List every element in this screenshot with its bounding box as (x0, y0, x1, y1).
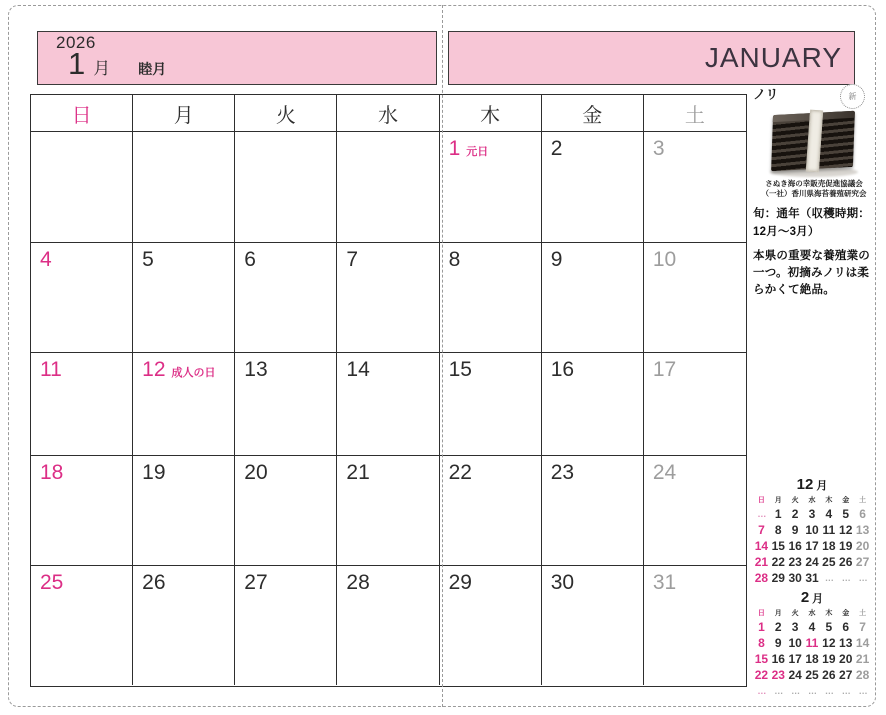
mini-day-cell: 26 (822, 668, 836, 682)
mini-day-cell: 24 (805, 555, 819, 569)
day-cell-27 (235, 566, 337, 685)
mini-day-cell: … (791, 686, 800, 696)
mini-day-cell: 10 (788, 636, 802, 650)
day-number: 20 (244, 461, 268, 484)
day-number: 18 (40, 461, 64, 484)
mini-day-cell: … (774, 686, 783, 696)
mini-weekday-header: 金 (842, 497, 850, 504)
day-cell-29 (440, 566, 542, 685)
day-number: 3 (652, 137, 665, 160)
mini-weekday-header: 木 (825, 497, 833, 504)
mini-day-cell: 11 (805, 636, 819, 650)
mini-day-cell: 8 (758, 636, 765, 650)
day-cell-empty (133, 132, 235, 243)
day-cell-22 (440, 456, 542, 566)
mini-day-cell: 23 (788, 555, 802, 569)
day-number: 23 (550, 461, 575, 484)
mini-weekday-header: 金 (842, 610, 850, 617)
mini-day-cell: 2 (791, 507, 799, 521)
mini-day-cell: … (858, 686, 867, 696)
day-cell-21 (337, 456, 439, 566)
mini-day-cell: 31 (805, 571, 819, 585)
mini-day-cell: … (824, 573, 833, 583)
weekday-header-wd: 木 (440, 95, 542, 132)
product-name: ノリ (753, 87, 779, 102)
mini-day-cell: 22 (754, 668, 769, 682)
day-number: 4 (40, 248, 52, 271)
mini-day-cell: 13 (855, 523, 870, 537)
mini-day-cell: 6 (842, 620, 850, 634)
day-cell-11 (31, 353, 133, 456)
day-number: 27 (244, 571, 268, 594)
day-cell-8 (440, 243, 542, 353)
nori-photo (762, 109, 866, 177)
sidebar-header (753, 84, 875, 109)
day-cell-7 (337, 243, 439, 353)
mini-day-cell: 25 (822, 555, 836, 569)
mini-day-cell: 22 (771, 555, 785, 569)
day-cell-24 (644, 456, 746, 566)
weekday-header-wd: 火 (235, 95, 337, 132)
mini-day-cell: 7 (758, 523, 765, 537)
day-cell-2 (542, 132, 644, 243)
mini-day-cell: 27 (839, 668, 853, 682)
day-cell-6 (235, 243, 337, 353)
day-number: 16 (550, 358, 575, 381)
day-number: 14 (346, 358, 370, 381)
mini-day-cell: 20 (855, 539, 870, 553)
mini-weekday-header: 日 (757, 610, 765, 617)
day-cell-4 (31, 243, 133, 353)
day-cell-16 (542, 353, 644, 456)
month-english-name: JANUARY (704, 42, 842, 73)
mini-day-cell: 8 (774, 523, 782, 537)
mini-weekday-header: 土 (859, 610, 867, 617)
stamp-badge-icon (840, 84, 865, 109)
mini-day-cell: 21 (754, 555, 769, 569)
mini-day-cell: … (757, 686, 766, 696)
day-cell-12 (133, 353, 235, 456)
mini-day-cell: … (824, 686, 833, 696)
mini-day-cell: 14 (754, 539, 769, 553)
month-header-left (37, 31, 437, 85)
mini-day-cell: 1 (758, 620, 765, 634)
day-cell-3 (644, 132, 746, 243)
mini-day-cell: 24 (788, 668, 802, 682)
day-cell-20 (235, 456, 337, 566)
day-number: 7 (346, 248, 359, 271)
mini-day-cell: 5 (842, 507, 850, 521)
mini-day-cell: … (757, 509, 766, 519)
mini-day-cell: 1 (774, 507, 782, 521)
mini-day-cell: 13 (839, 636, 853, 650)
day-cell-empty (337, 132, 439, 243)
holiday-label: 成人の日 (171, 367, 216, 379)
mini-day-cell: 28 (754, 571, 769, 585)
mini-day-cell: 18 (822, 539, 836, 553)
month-unit: 月 (93, 59, 111, 78)
mini-day-cell: 23 (771, 668, 785, 682)
day-number: 15 (448, 358, 472, 381)
day-number: 29 (448, 571, 472, 594)
mini-day-cell: 17 (805, 539, 819, 553)
photo-caption-line2: （一社）香川県海苔養殖研究会 (761, 189, 867, 199)
mini-day-cell: 12 (839, 523, 853, 537)
day-cell-25 (31, 566, 133, 685)
month-header-right (448, 31, 855, 85)
stamp-badge-glyph: 新 (848, 92, 857, 101)
day-number: 1 (448, 137, 461, 160)
day-cell-10 (644, 243, 746, 353)
center-fold-line (442, 5, 443, 707)
day-cell-empty (235, 132, 337, 243)
season-text: 旬：通年（収穫時期：12月～3月） (753, 208, 870, 238)
mini-day-cell: 29 (771, 571, 785, 585)
day-cell-17 (644, 353, 746, 456)
day-cell-31 (644, 566, 746, 685)
mini-day-cell: … (841, 573, 850, 583)
day-number: 28 (346, 571, 370, 594)
day-cell-15 (440, 353, 542, 456)
mini-weekday-header: 火 (791, 610, 799, 617)
mini-day-cell: 16 (788, 539, 802, 553)
mini-day-cell: 26 (839, 555, 853, 569)
photo-caption (753, 179, 875, 199)
photo-caption-line1: さぬき海の幸販売促進協議会 (765, 179, 863, 188)
mini-day-cell: … (858, 573, 867, 583)
mini-weekday-header: 土 (859, 497, 867, 504)
day-cell-28 (337, 566, 439, 685)
day-number: 12 (142, 358, 166, 381)
mini-calendar-title: 12 月 (796, 476, 828, 493)
mini-day-cell: 28 (855, 668, 870, 682)
day-number: 25 (40, 571, 64, 594)
mini-day-cell: 19 (822, 652, 836, 666)
day-number: 31 (652, 571, 677, 594)
day-cell-9 (542, 243, 644, 353)
weekday-header-sat: 土 (644, 95, 746, 132)
day-cell-19 (133, 456, 235, 566)
mini-day-cell: 3 (791, 620, 799, 634)
mini-day-cell: 12 (822, 636, 836, 650)
mini-day-cell: … (807, 686, 816, 696)
day-number: 26 (142, 571, 166, 594)
mini-day-cell: 17 (788, 652, 802, 666)
month-traditional-name: 睦月 (138, 61, 167, 77)
mini-day-cell: 2 (774, 620, 782, 634)
weekday-header-wd: 月 (133, 95, 235, 132)
sidebar (753, 84, 875, 706)
mini-day-cell: 3 (808, 507, 816, 521)
mini-day-cell: 21 (855, 652, 870, 666)
day-number: 22 (448, 461, 472, 484)
mini-day-cell: … (841, 686, 850, 696)
mini-weekday-header: 月 (774, 497, 782, 504)
mini-day-cell: 27 (855, 555, 870, 569)
mini-day-cell: 15 (771, 539, 785, 553)
mini-weekday-header: 火 (791, 497, 799, 504)
day-cell-5 (133, 243, 235, 353)
mini-day-cell: 4 (808, 620, 816, 634)
day-number: 24 (652, 461, 677, 484)
mini-day-cell: 25 (805, 668, 819, 682)
day-cell-30 (542, 566, 644, 685)
mini-day-cell: 14 (855, 636, 870, 650)
mini-day-cell: 6 (859, 507, 866, 521)
month-number: 1 (68, 46, 86, 81)
mini-weekday-header: 日 (757, 497, 765, 504)
day-cell-26 (133, 566, 235, 685)
year-label: 2026 (56, 33, 96, 52)
day-number: 11 (40, 358, 62, 381)
mini-calendar-december (753, 476, 871, 586)
month-label-row (68, 46, 166, 82)
weekday-header-wd: 水 (337, 95, 439, 132)
mini-day-cell: 9 (774, 636, 782, 650)
weekday-header-sun: 日 (31, 95, 133, 132)
day-cell-1 (440, 132, 542, 243)
day-number: 10 (652, 248, 677, 271)
mini-day-cell: 10 (805, 523, 819, 537)
mini-weekday-header: 水 (808, 497, 816, 504)
mini-calendar-grid (753, 608, 871, 699)
mini-calendar-title: 2 月 (800, 589, 824, 606)
mini-day-cell: 16 (771, 652, 785, 666)
weekday-header-wd: 金 (542, 95, 644, 132)
mini-day-cell: 15 (754, 652, 769, 666)
mini-day-cell: 11 (822, 523, 836, 537)
day-number: 21 (346, 461, 370, 484)
mini-day-cell: 18 (805, 652, 819, 666)
day-number: 8 (448, 248, 461, 271)
day-number: 17 (652, 358, 677, 381)
mini-day-cell: 7 (859, 620, 866, 634)
day-cell-23 (542, 456, 644, 566)
day-cell-18 (31, 456, 133, 566)
day-number: 2 (550, 137, 563, 160)
mini-weekday-header: 月 (774, 610, 782, 617)
day-number: 30 (550, 571, 575, 594)
mini-calendar-february (753, 589, 871, 699)
mini-weekday-header: 木 (825, 610, 833, 617)
mini-weekday-header: 水 (808, 610, 816, 617)
day-number: 13 (244, 358, 268, 381)
mini-day-cell: 30 (788, 571, 802, 585)
mini-day-cell: 9 (791, 523, 799, 537)
day-number: 6 (244, 248, 256, 271)
mini-day-cell: 19 (839, 539, 853, 553)
mini-day-cell: 5 (825, 620, 833, 634)
day-cell-empty (31, 132, 133, 243)
holiday-label: 元日 (466, 146, 489, 158)
mini-day-cell: 20 (839, 652, 853, 666)
main-calendar-grid (30, 94, 747, 687)
day-number: 19 (142, 461, 166, 484)
description-text: 本県の重要な養殖業の一つ。初摘みノリは柔らかくて絶品。 (753, 249, 870, 297)
day-number: 9 (550, 248, 563, 271)
mini-calendar-grid (753, 495, 871, 586)
mini-day-cell: 4 (825, 507, 833, 521)
day-number: 5 (142, 248, 154, 271)
day-cell-14 (337, 353, 439, 456)
day-cell-13 (235, 353, 337, 456)
